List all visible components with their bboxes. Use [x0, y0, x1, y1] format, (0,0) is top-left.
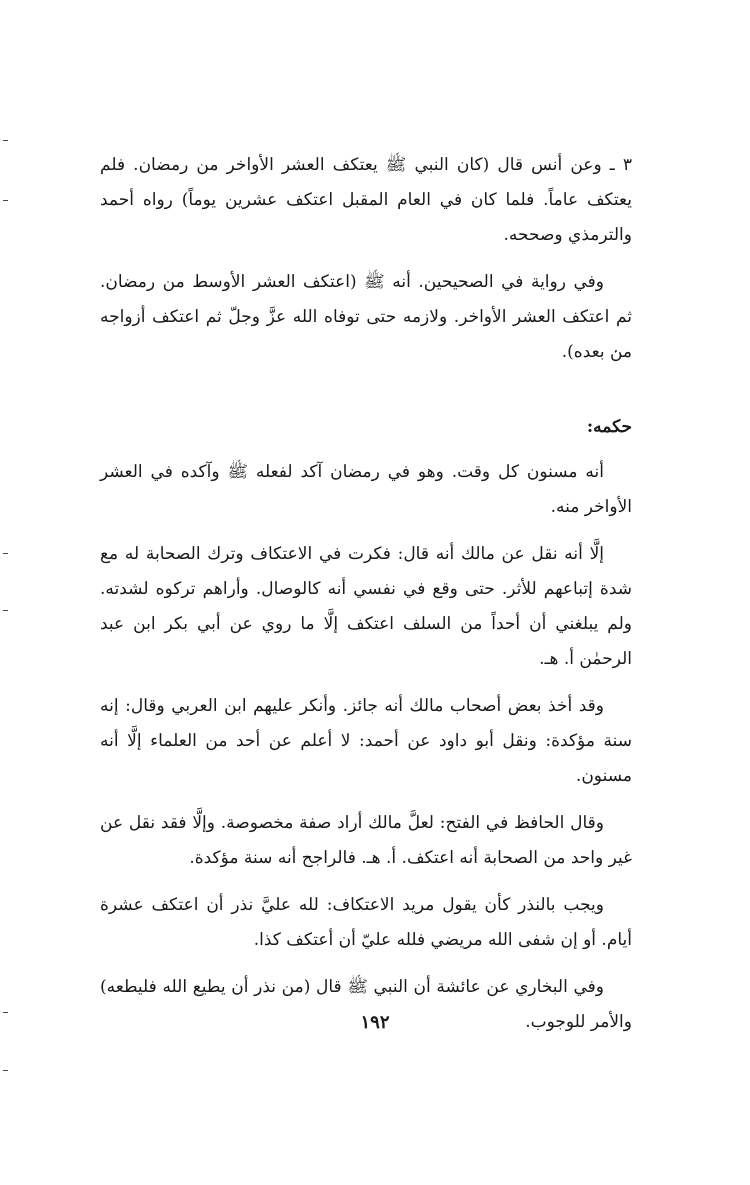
page-body: [100, 148, 632, 1052]
margin-mark: [3, 553, 8, 554]
paragraph-nadhr: ويجب بالنذر كأن يقول مريد الاعتكاف: لله عليَّ نذر أن اعتكف عشرة أيام. أو إن شفى الله مريضي فلله عليّ أن أعتكف كذا.: [100, 895, 632, 950]
paragraph-ibn-arabi: وقد أخذ بعض أصحاب مالك أنه جائز. وأنكر عليهم ابن العربي وقال: إنه سنة مؤكدة: ونقل أبو داود عن أحمد: لا أعلم عن أحد من العلماء إلَّا أنه مسنون.: [100, 696, 632, 786]
paragraph-ruling: أنه مسنون كل وقت. وهو في رمضان آكد لفعله ﷺ وآكده في العشر الأواخر منه.: [100, 462, 632, 517]
paragraph-malik: إلَّا أنه نقل عن مالك أنه قال: فكرت في الاعتكاف وترك الصحابة له مع شدة إتباعهم للأثر. حتى وقع في نفسي أنه كالوصال. وأراهم تركوه لشدته. ولم يبلغني أن أحداً من السلف اعتكف إلَّا ما روي عن أبي بكر ابن عبد الرحمٰن أ. هـ.: [100, 544, 632, 669]
paragraph-sahihain: وفي رواية في الصحيحين. أنه ﷺ (اعتكف العشر الأوسط من رمضان. ثم اعتكف العشر الأواخر. ولازمه حتى توفاه الله عزَّ وجلّ ثم اعتكف أزواجه من بعده).: [100, 272, 632, 362]
section-heading: حكمه:: [586, 417, 632, 437]
margin-mark: [3, 200, 8, 201]
margin-mark: [3, 140, 8, 141]
paragraph-hafiz: وقال الحافظ في الفتح: لعلَّ مالك أراد صفة مخصوصة. وإلَّا فقد نقل عن غير واحد من الصحابة أنه اعتكف. أ. هـ. فالراجح أنه سنة مؤكدة.: [100, 813, 632, 868]
paragraph-hadith-3: ٣ ـ وعن أنس قال (كان النبي ﷺ يعتكف العشر الأواخر من رمضان. فلم يعتكف عاماً. فلما كان في العام المقبل اعتكف عشرين يوماً) رواه أحمد والترمذي وصححه.: [100, 155, 632, 245]
paragraph-bukhari: وفي البخاري عن عائشة أن النبي ﷺ قال (من نذر أن يطيع الله فليطعه) والأمر للوجوب.: [100, 977, 632, 1032]
margin-mark: [3, 610, 8, 611]
page-number: ١٩٢: [360, 1012, 390, 1033]
margin-mark: [3, 1070, 8, 1071]
